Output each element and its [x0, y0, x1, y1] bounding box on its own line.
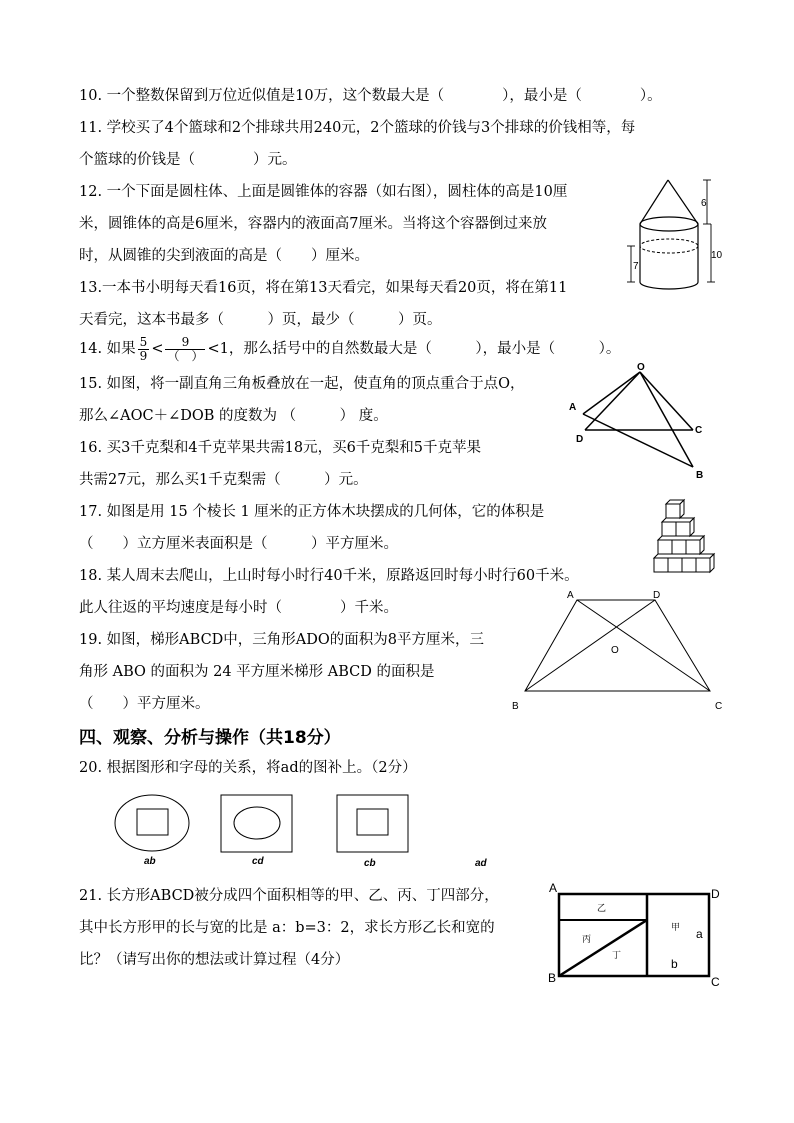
- question-17-line2: （ ）立方厘米表面积是（ ）平方厘米。: [79, 536, 398, 552]
- shape-letter-figure: [100, 790, 520, 872]
- trap-d-label: D: [653, 590, 661, 601]
- question-11-line2: 个篮球的价钱是（ ）元。: [79, 152, 297, 168]
- trapezoid-figure: [505, 588, 735, 712]
- question-19-line2: 角形 ABO 的面积为 24 平方厘米梯形 ABCD 的面积是: [79, 664, 435, 680]
- cylinder-height-label: 10: [711, 250, 723, 261]
- point-a-label: A: [569, 402, 577, 413]
- cylinder-cone-figure: [625, 174, 725, 292]
- q14-suffix: <1，那么括号中的自然数最大是（ ），最小是（ ）。: [207, 341, 621, 357]
- trap-b-label: B: [512, 701, 519, 712]
- question-13-line1: 13.一本书小明每天看16页，将在第13天看完，如果每天看20页，将在第11: [79, 280, 568, 296]
- rect-b-label: B: [548, 971, 557, 985]
- question-18-line1: 18. 某人周末去爬山，上山时每小时行40千米，原路返回时每小时行60千米。: [79, 568, 579, 584]
- fraction-five-ninths: [138, 336, 150, 363]
- region-yi-label: 乙: [597, 903, 607, 913]
- rectangle-abcd-figure: [545, 880, 725, 988]
- side-a-label: a: [696, 927, 703, 941]
- question-13-line2: 天看完，这本书最多（ ）页，最少（ ）页。: [79, 312, 442, 328]
- fraction-nine-over-blank: [165, 336, 205, 363]
- label-cb: cb: [364, 858, 376, 869]
- point-c-label: C: [695, 425, 703, 436]
- region-jia-label: 甲: [671, 922, 681, 932]
- point-d-label: D: [576, 434, 584, 445]
- question-12-line1: 12. 一个下面是圆柱体、上面是圆锥体的容器（如右图），圆柱体的高是10厘: [79, 184, 568, 200]
- cube-stack-figure: [650, 494, 716, 576]
- cone-height-label: 6: [701, 198, 707, 209]
- question-21-line2: 其中长方形甲的长与宽的比是 a：b=3：2，求长方形乙长和宽的: [79, 920, 495, 936]
- trap-c-label: C: [715, 701, 723, 712]
- liquid-height-label: 7: [633, 261, 639, 272]
- question-21-line3: 比？（请写出你的想法或计算过程（4分）: [79, 952, 350, 968]
- question-12-line3: 时，从圆锥的尖到液面的高是（ ）厘米。: [79, 248, 369, 264]
- question-16-line1: 16. 买3千克梨和4千克苹果共需18元，买6千克梨和5千克苹果: [79, 440, 482, 456]
- question-12-line2: 米，圆锥体的高是6厘米，容器内的液面高7厘米。当将这个容器倒过来放: [79, 216, 547, 232]
- rect-a-label: A: [549, 881, 558, 895]
- frac1-numerator: 5: [139, 334, 148, 349]
- question-10: 10. 一个整数保留到万位近似值是10万，这个数最大是（ ），最小是（ ）。: [79, 88, 662, 104]
- point-o-label: O: [637, 362, 645, 373]
- trap-o-label: O: [611, 645, 619, 656]
- trap-a-label: A: [567, 590, 574, 601]
- question-16-line2: 共需27元，那么买1千克梨需（ ）元。: [79, 472, 368, 488]
- region-ding-label: 丁: [612, 950, 622, 960]
- question-11-line1: 11. 学校买了4个篮球和2个排球共用240元，2个篮球的价钱与3个排球的价钱相等，每: [79, 120, 636, 136]
- question-18-line2: 此人往返的平均速度是每小时（ ）千米。: [79, 600, 398, 616]
- question-21-line1: 21. 长方形ABCD被分成四个面积相等的甲、乙、丙、丁四部分，: [79, 888, 499, 904]
- question-17-line1: 17. 如图是用 15 个棱长 1 厘米的正方体木块摆成的几何体，它的体积是: [79, 504, 545, 520]
- frac1-denominator: 9: [139, 348, 148, 363]
- question-14: [79, 334, 620, 364]
- section-4-title: 四、观察、分析与操作（共18分）: [79, 728, 341, 748]
- frac2-denominator: （ ）: [167, 348, 204, 363]
- question-20: 20. 根据图形和字母的关系，将ad的图补上。（2分）: [79, 760, 417, 776]
- rect-d-label: D: [711, 887, 720, 901]
- label-cd: cd: [252, 856, 264, 867]
- region-bing-label: 丙: [582, 934, 592, 944]
- frac2-numerator: 9: [165, 336, 205, 350]
- q14-less-than: <: [151, 341, 164, 357]
- side-b-label: b: [671, 957, 678, 971]
- rect-c-label: C: [711, 975, 720, 988]
- question-19-line3: （ ）平方厘米。: [79, 696, 210, 712]
- q14-prefix: 14. 如果: [79, 341, 136, 357]
- question-15-line2: 那么∠AOC＋∠DOB 的度数为 （ ） 度。: [79, 408, 388, 424]
- label-ab: ab: [144, 856, 156, 867]
- label-ad: ad: [475, 858, 487, 869]
- question-15-line1: 15. 如图，将一副直角三角板叠放在一起，使直角的顶点重合于点O，: [79, 376, 525, 392]
- point-b-label: B: [696, 470, 704, 481]
- question-19-line1: 19. 如图，梯形ABCD中，三角形ADO的面积为8平方厘米，三: [79, 632, 484, 648]
- triangle-set-figure: [565, 362, 715, 484]
